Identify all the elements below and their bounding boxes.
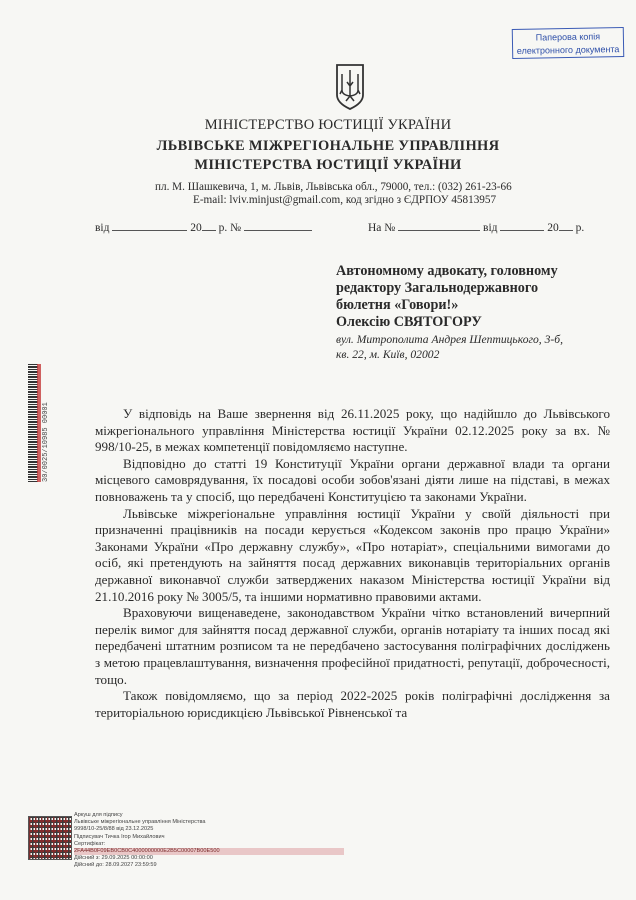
signature-line-2: Львівське міжрегіональне управління Міністерства (74, 819, 206, 826)
ref-year-2: 20 (547, 222, 559, 234)
recipient-address-line-2: кв. 22, м. Київ, 02002 (336, 348, 440, 361)
ref-year-1: 20 (190, 222, 202, 234)
stamp-line-1: Паперова копія (535, 31, 601, 43)
signature-line-4: Підписувач Тичка Ігор Михайлович (74, 833, 165, 840)
recipient-line-3: бюлетня «Говори!» (336, 297, 459, 313)
body-paragraph-5: Також повідомляємо, що за період 2022-2025 років поліграфічні дослідження за територіальною юрисдикцією Львівської Рівненської та (95, 688, 610, 720)
signature-valid-to: Дійсний до: 28.09.2027 23:59:59 (74, 862, 157, 869)
signature-line-1: Аркуш для підпису (74, 812, 123, 818)
barcode-number: 30/0025/10985 00001 (42, 402, 50, 482)
recipient-block (336, 263, 606, 331)
recipient-line-1: Автономному адвокату, головному (336, 263, 558, 279)
office-email: E-mail: lviv.minjust@gmail.com, код згідно з ЄДРПОУ 45813957 (193, 194, 497, 206)
office-name-line-2: МІНІСТЕРСТВА ЮСТИЦІЇ УКРАЇНИ (194, 157, 462, 173)
ref-to-label: На № (368, 222, 396, 234)
signature-line-5: Сертифікат: (74, 840, 106, 847)
trident-emblem-icon (333, 62, 367, 112)
signature-line-3: 9998/10-25/8/88 від 23.12.2025 (74, 826, 154, 833)
signature-valid-from: Дійсний з: 29.09.2025 00:00:00 (74, 855, 153, 862)
recipient-address (336, 332, 606, 362)
paper-copy-stamp (512, 27, 625, 59)
recipient-address-line-1: вул. Митрополита Андрея Шептицького, 3-б, (336, 333, 563, 346)
body-paragraph-1: У відповідь на Ваше звернення від 26.11.2025 року, що надійшло до Львівського міжрегіонального управління Міністерства юстиції України 02.12.2025 року за вх. № 998/10-25, в межах компетенції повідомляємо наступне. (95, 406, 610, 455)
letter-body (95, 406, 610, 721)
body-paragraph-2: Відповідно до статті 19 Конституції України органи державної влади та органи місцевого самоврядування, їх посадові особи зобов'язані діяти лише на підставі, в межах повноважень та у спосіб, що передбачені Конституцією та законами України. (95, 455, 610, 504)
office-name-line-1: ЛЬВІВСЬКЕ МІЖРЕГІОНАЛЬНЕ УПРАВЛІННЯ (156, 138, 500, 154)
signature-certificate: 2FA44B0F09EB0CB0C4000000000E2B5C00007B00E500 (74, 848, 344, 855)
ref-from-label-2: від (483, 222, 498, 234)
body-paragraph-3: Львівське міжрегіональне управління юстиції України у своїй діяльності при призначенні працівників на посади керується «Кодексом законів про працю України» Законами України «Про державну службу», «Про нотаріат», спеціальними вимогами до осіб, які претендують на зайняття посад державних виконавців територіальних органів державної виконавчої служби затверджених наказом Міністерства юстиції України від 21.10.2016 року № 3005/5, та іншими нормативно правовими актами. (95, 505, 610, 604)
electronic-signature-block (74, 812, 344, 870)
recipient-line-2: редактору Загальнодержавного (336, 280, 539, 296)
recipient-name: Олексію СВЯТОГОРУ (336, 314, 482, 330)
barcode-red-strip (37, 364, 41, 482)
signature-qr-code-icon (28, 816, 72, 860)
ref-from-label: від (95, 222, 110, 234)
office-address: пл. М. Шашкевича, 1, м. Львів, Львівська обл., 79000, тел.: (032) 261-23-66 (155, 181, 512, 193)
incoming-ref (368, 220, 584, 234)
ref-number-label-1: р. № (218, 222, 242, 234)
ministry-name: МІНІСТЕРСТВО ЮСТИЦІЇ УКРАЇНИ (204, 117, 452, 133)
stamp-line-2: електронного документа (516, 44, 620, 56)
body-paragraph-4: Враховуючи вищенаведене, законодавством України чітко встановлений вичерпний перелік вимог для зайняття посад державної служби, органів нотаріату та інших посад які передбачені штатним розписом та не передбачено застосування поліграфічних досліджень з метою працевлаштування, визначення професійної придатності, репутації, доброчесності, тощо. (95, 605, 610, 687)
outgoing-ref (95, 220, 312, 234)
ref-year-suffix-2: р. (575, 222, 585, 234)
